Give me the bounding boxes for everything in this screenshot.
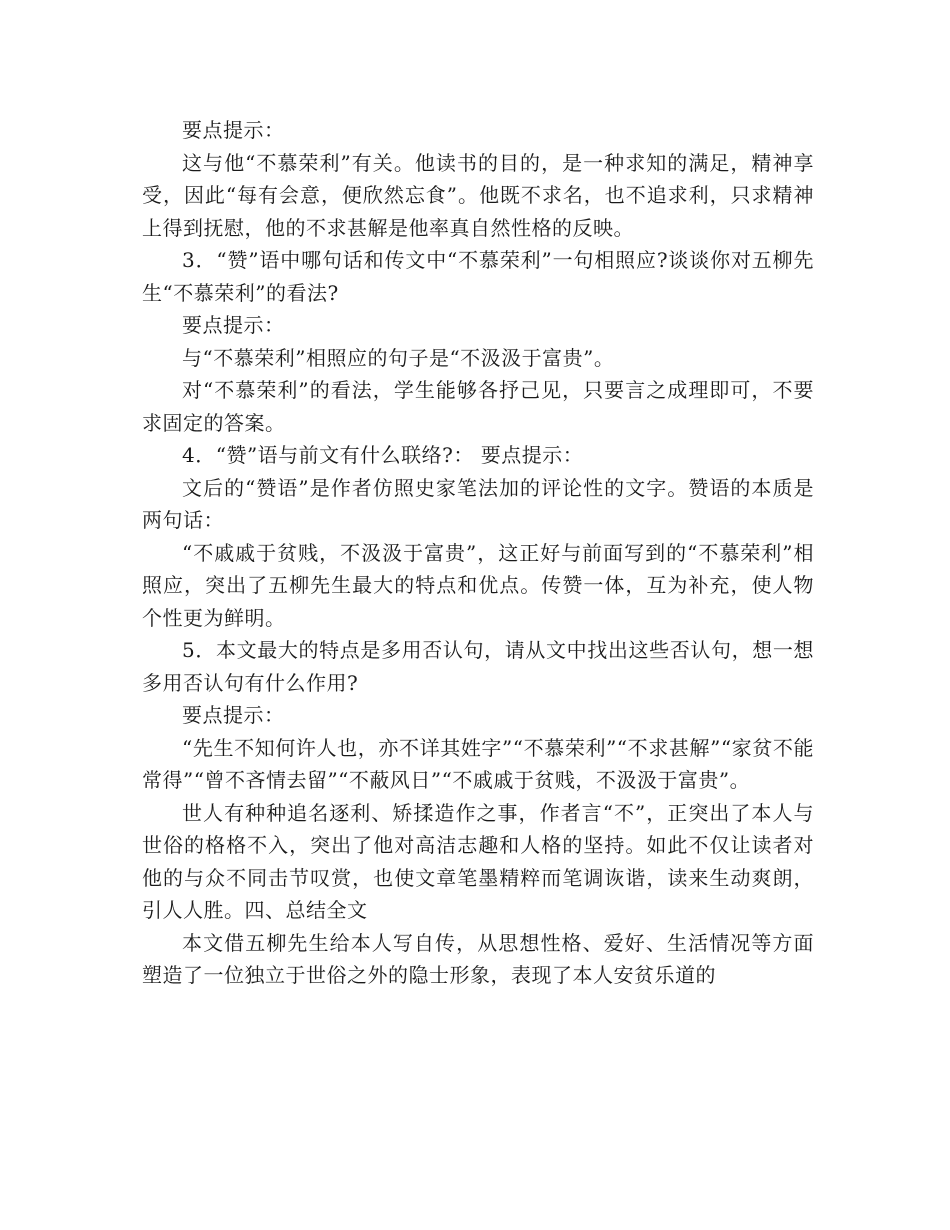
paragraph-hint-3: 要点提示： — [182, 703, 285, 727]
paragraph-hint-1: 要点提示： — [182, 118, 285, 142]
paragraph-answer-4b: “不戚戚于贫贱，不汲汲于富贵”，这正好与前面写到的“不慕荣利”相照应，突出了五柳先生最大的特点和优点。传赞一体，互为补充，使人物个性更为鲜明。 — [142, 540, 814, 630]
document-body — [142, 114, 814, 992]
paragraph-answer-5a: “先生不知何许人也，亦不详其姓字”“不慕荣利”“不求甚解”“家贫不能常得”“曾不吝情去留”“不蔽风日”“不戚戚于贫贱，不汲汲于富贵”。 — [142, 735, 814, 792]
paragraph-answer-4a: 文后的“赞语”是作者仿照史家笔法加的评论性的文字。赞语的本质是两句话： — [142, 475, 814, 532]
paragraph-question-3: 3．“赞”语中哪句话和传文中“不慕荣利”一句相照应?谈谈你对五柳先生“不慕荣利”的看法? — [142, 248, 814, 305]
paragraph-question-5: 5．本文最大的特点是多用否认句，请从文中找出这些否认句，想一想多用否认句有什么作用? — [142, 638, 814, 695]
paragraph-summary: 本文借五柳先生给本人写自传，从思想性格、爱好、生活情况等方面塑造了一位独立于世俗之外的隐士形象，表现了本人安贫乐道的 — [142, 930, 814, 987]
paragraph-answer-3a: 与“不慕荣利”相照应的句子是“不汲汲于富贵”。 — [182, 345, 615, 370]
paragraph-answer-5b: 世人有种种追名逐利、矫揉造作之事，作者言“不”，正突出了本人与世俗的格格不入，突出了他对高洁志趣和人格的坚持。如此不仅让读者对他的与众不同击节叹赏，也使文章笔墨精粹而笔调诙谐，读来生动爽朗，引人人胜。四、总结全文 — [142, 800, 814, 922]
paragraph-hint-2: 要点提示： — [182, 313, 285, 337]
paragraph-answer-3b: 对“不慕荣利”的看法，学生能够各抒己见，只要言之成理即可，不要求固定的答案。 — [142, 378, 814, 435]
paragraph-answer-reading: 这与他“不慕荣利”有关。他读书的目的，是一种求知的满足，精神享受，因此“每有会意，便欣然忘食”。他既不求名，也不追求利，只求精神上得到抚慰，他的不求甚解是他率真自然性格的反映。 — [142, 150, 814, 240]
paragraph-question-4: 4．“赞”语与前文有什么联络?： 要点提示： — [182, 443, 584, 467]
